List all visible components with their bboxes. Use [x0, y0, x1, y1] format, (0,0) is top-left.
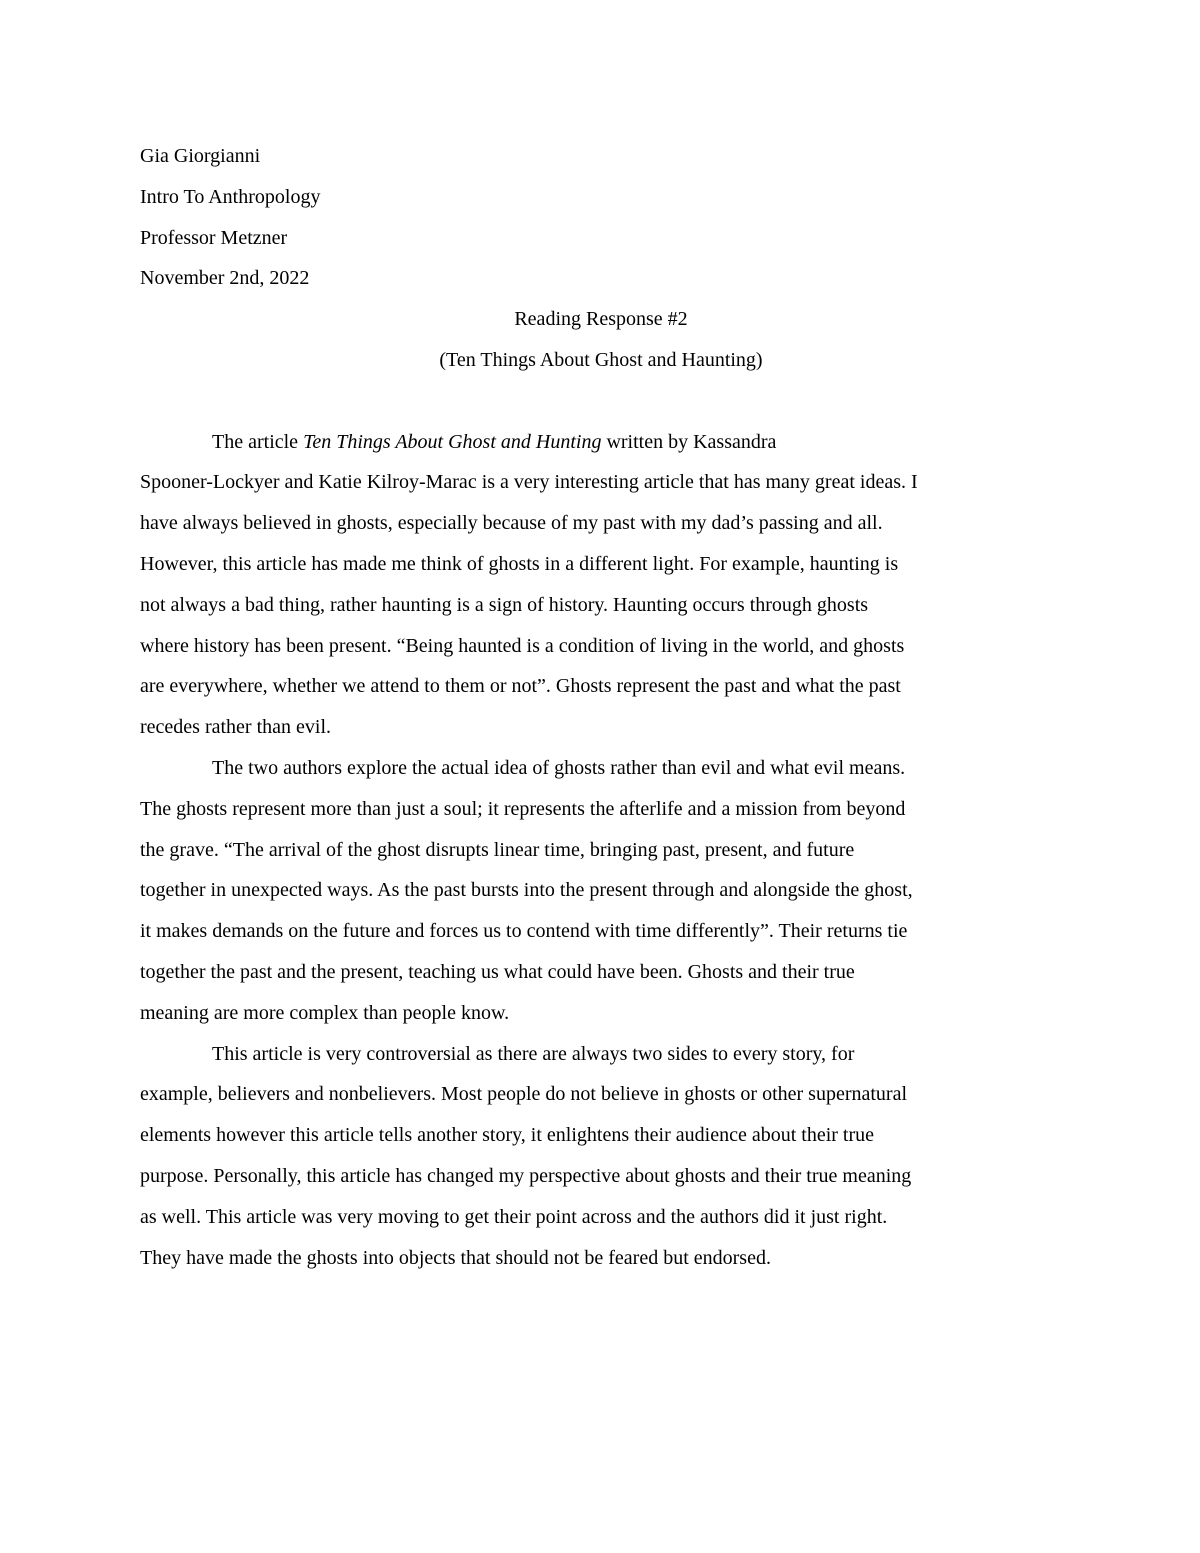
header-block [140, 136, 1062, 299]
paragraph-1-line: However, this article has made me think of ghosts in a different light. For example, haunting is [140, 552, 899, 575]
paragraph-2 [140, 748, 1062, 1034]
paragraph-1-line [140, 422, 1062, 463]
paragraph-1-line: where history has been present. “Being haunted is a condition of living in the world, and ghosts [140, 634, 905, 657]
paragraph-1-line: Spooner-Lockyer and Katie Kilroy-Marac is a very interesting article that has many great ideas. I [140, 471, 918, 494]
author-name: Gia Giorgianni [140, 145, 261, 167]
paragraph-2-line: The ghosts represent more than just a soul; it represents the afterlife and a mission from beyond [140, 797, 906, 820]
paragraph-1 [140, 422, 1062, 748]
article-title: Ten Things About Ghost and Hunting [303, 430, 602, 453]
paragraph-2-line: together the past and the present, teaching us what could have been. Ghosts and their true [140, 960, 855, 983]
paragraph-3 [140, 1034, 1062, 1279]
document-title: Reading Response #2 [514, 308, 688, 331]
p1-intro: The article [212, 430, 304, 453]
paragraph-1-line: recedes rather than evil. [140, 716, 332, 739]
submission-date: November 2nd, 2022 [140, 267, 310, 290]
paragraph-2-line: The two authors explore the actual idea of ghosts rather than evil and what evil means. [212, 756, 906, 779]
title-spacer [140, 381, 1062, 422]
title-block [140, 299, 1062, 381]
paragraph-3-line: as well. This article was very moving to get their point across and the authors did it just right. [140, 1205, 888, 1228]
paragraph-3-line: elements however this article tells another story, it enlightens their audience about their true [140, 1124, 875, 1147]
paragraph-3-line: They have made the ghosts into objects that should not be feared but endorsed. [140, 1246, 771, 1269]
document-subtitle: (Ten Things About Ghost and Haunting) [439, 348, 763, 371]
paragraph-2-line: the grave. “The arrival of the ghost disrupts linear time, bringing past, present, and future [140, 838, 855, 861]
paragraph-2-line: together in unexpected ways. As the past bursts into the present through and alongside the ghost, [140, 879, 913, 902]
document-content [140, 136, 1062, 1278]
paragraph-3-line: example, believers and nonbelievers. Most people do not believe in ghosts or other supernatural [140, 1083, 908, 1106]
paragraph-3-line: This article is very controversial as there are always two sides to every story, for [212, 1042, 855, 1065]
paragraph-1-line: are everywhere, whether we attend to them or not”. Ghosts represent the past and what the past [140, 675, 901, 698]
paragraph-2-line: it makes demands on the future and forces us to contend with time differently”. Their returns tie [140, 920, 908, 943]
paragraph-1-line: have always believed in ghosts, especially because of my past with my dad’s passing and all. [140, 512, 883, 535]
professor-name: Professor Metzner [140, 226, 288, 249]
course-name: Intro To Anthropology [140, 185, 321, 208]
paragraph-3-line: purpose. Personally, this article has changed my perspective about ghosts and their true meaning [140, 1164, 912, 1187]
paragraph-1-line: not always a bad thing, rather haunting is a sign of history. Haunting occurs through ghosts [140, 593, 869, 616]
paragraph-2-line: meaning are more complex than people know. [140, 1001, 510, 1024]
p1-line1-rest: written by Kassandra [601, 430, 777, 453]
